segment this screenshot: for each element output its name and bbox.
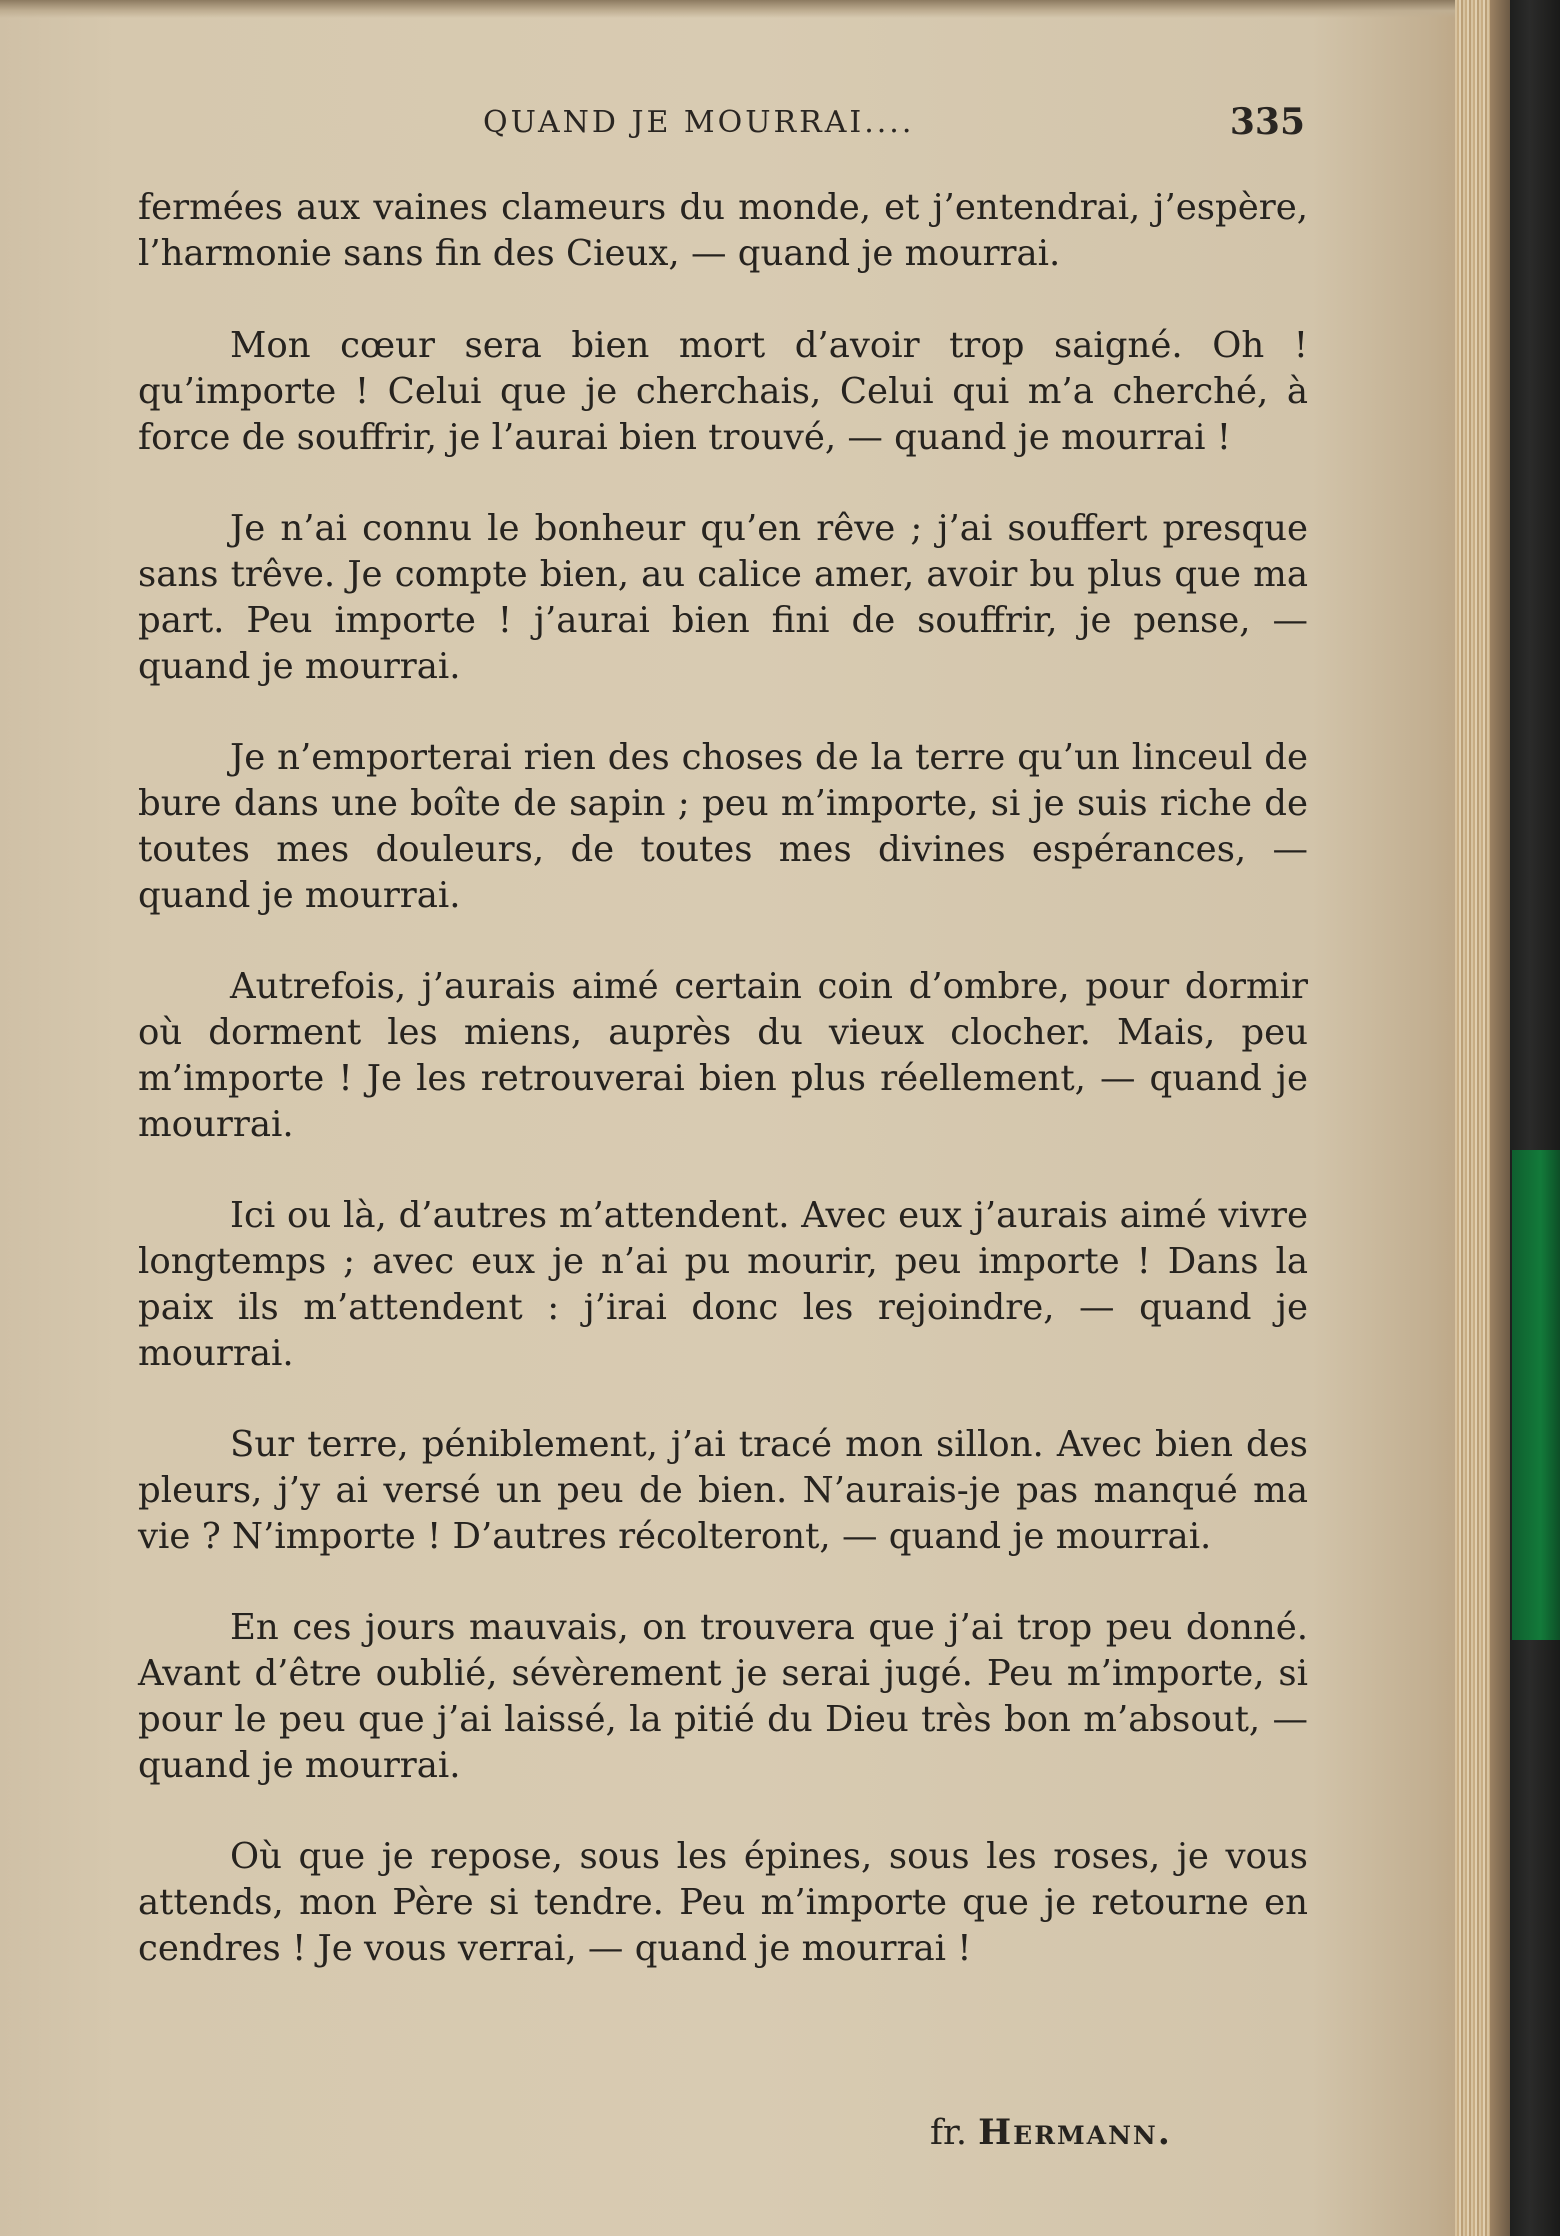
paragraph-5: Autrefois, j’aurais aimé certain coin d’ombre, pour dormir où dorment les miens, auprès du vieux clocher. Mais, peu m’importe ! Je les retrouverai bien plus réellement, — quand je mourrai. [138, 966, 1308, 1145]
paragraph-1: fermées aux vaines clameurs du monde, et j’entendrai, j’espère, l’harmonie sans fin des Cieux, — quand je mourrai. [138, 187, 1308, 274]
page-top-shadow [0, 0, 1490, 18]
page-fore-edge-shadow [1490, 0, 1510, 2236]
paragraph-3: Je n’ai connu le bonheur qu’en rêve ; j’ai souffert presque sans trêve. Je compte bien, au calice amer, avoir bu plus que ma part. Peu importe ! j’aurai bien fini de souffrir, je pense, — quand je mourrai. [138, 508, 1308, 687]
signature-name: Hermann. [978, 2112, 1172, 2153]
body-text [138, 185, 1308, 2017]
paragraph-2: Mon cœur sera bien mort d’avoir trop saigné. Oh ! qu’importe ! Celui que je cherchais, Celui qui m’a cherché, à force de souffrir, je l’aurai bien trouvé, — quand je mourrai ! [138, 325, 1308, 458]
paragraph-7: Sur terre, péniblement, j’ai tracé mon sillon. Avec bien des pleurs, j’y ai versé un peu de bien. N’aurais-je pas manqué ma vie ? N’importe ! D’autres récolteront, — quand je mourrai. [138, 1424, 1308, 1557]
paragraph-4: Je n’emporterai rien des choses de la terre qu’un linceul de bure dans une boîte de sapin ; peu m’importe, si je suis riche de toutes mes douleurs, de toutes mes divines espérances, — quand je mourrai. [138, 737, 1308, 916]
page-number: 335 [1229, 101, 1305, 143]
paragraph-6: Ici ou là, d’autres m’attendent. Avec eux j’aurais aimé vivre longtemps ; avec eux je n’ai pu mourir, peu importe ! Dans la paix ils m’attendent : j’irai donc les rejoindre, — quand je mourrai. [138, 1195, 1308, 1374]
green-bookmark [1512, 1150, 1560, 1640]
paragraph-9: Où que je repose, sous les épines, sous les roses, je vous attends, mon Père si tendre. Peu m’importe que je retourne en cendres ! Je vous verrai, — quand je mourrai ! [138, 1836, 1308, 1969]
signature [930, 2112, 1172, 2153]
signature-prefix: fr. [930, 2113, 967, 2153]
page-stack-edge [1455, 0, 1490, 2236]
running-title: QUAND JE MOURRAI.... [483, 105, 915, 140]
book-cover [1510, 0, 1560, 2236]
paragraph-8: En ces jours mauvais, on trouvera que j’ai trop peu donné. Avant d’être oublié, sévèrement je serai jugé. Peu m’importe, si pour le peu que j’ai laissé, la pitié du Dieu très bon m’absout, — quand je mourrai. [138, 1607, 1308, 1786]
page-header [135, 101, 1305, 155]
